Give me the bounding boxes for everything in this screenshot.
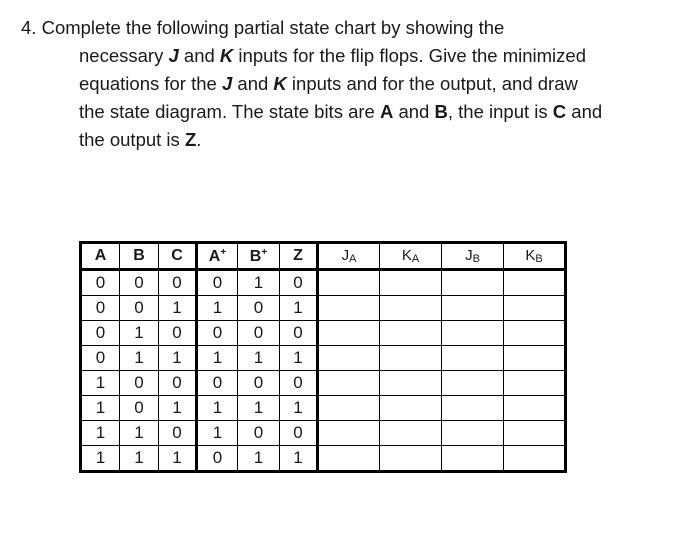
problem-line-4	[79, 98, 661, 126]
cell-b: 1	[120, 346, 159, 371]
problem-line-3	[79, 70, 661, 98]
problem-statement	[21, 14, 661, 154]
variable-b: B	[434, 101, 448, 122]
cell-z: 1	[280, 446, 318, 472]
cell-z: 1	[280, 396, 318, 421]
table-body	[81, 270, 566, 472]
cell-a: 1	[81, 421, 120, 446]
cell-b-next: 0	[238, 321, 280, 346]
table-row	[81, 296, 566, 321]
header-jb	[442, 243, 504, 270]
problem-text: Complete the following partial state chart by showing the	[41, 17, 505, 38]
cell-ja[interactable]	[318, 446, 380, 472]
table-row	[81, 270, 566, 296]
cell-b: 1	[120, 321, 159, 346]
cell-c: 0	[159, 421, 197, 446]
cell-kb[interactable]	[504, 321, 566, 346]
header-ja-sub: A	[349, 253, 357, 265]
cell-kb[interactable]	[504, 296, 566, 321]
cell-kb[interactable]	[504, 446, 566, 472]
header-b: B	[120, 243, 159, 270]
cell-ja[interactable]	[318, 296, 380, 321]
header-z: Z	[280, 243, 318, 270]
cell-jb[interactable]	[442, 270, 504, 296]
cell-jb[interactable]	[442, 296, 504, 321]
header-ja	[318, 243, 380, 270]
table-row	[81, 371, 566, 396]
variable-j: J	[168, 45, 179, 66]
cell-kb[interactable]	[504, 346, 566, 371]
cell-a-next: 0	[197, 270, 238, 296]
cell-b: 0	[120, 270, 159, 296]
problem-text: and	[566, 101, 603, 122]
cell-c: 0	[159, 321, 197, 346]
cell-c: 1	[159, 396, 197, 421]
problem-line-5	[79, 126, 661, 154]
cell-jb[interactable]	[442, 321, 504, 346]
cell-z: 0	[280, 421, 318, 446]
cell-c: 0	[159, 270, 197, 296]
problem-line-1	[21, 14, 661, 42]
table-row	[81, 421, 566, 446]
cell-a: 1	[81, 371, 120, 396]
problem-text: and	[393, 101, 435, 122]
variable-k: K	[219, 45, 234, 66]
cell-a: 0	[81, 346, 120, 371]
cell-c: 1	[159, 346, 197, 371]
cell-b-next: 0	[238, 296, 280, 321]
problem-text: the output is	[79, 129, 185, 150]
cell-a-next: 1	[197, 296, 238, 321]
header-ka-label: K	[401, 247, 412, 264]
cell-a-next: 1	[197, 396, 238, 421]
problem-text: and	[178, 45, 220, 66]
cell-ka[interactable]	[380, 421, 442, 446]
header-ka-sub: A	[411, 253, 420, 265]
cell-ja[interactable]	[318, 421, 380, 446]
cell-b: 0	[120, 296, 159, 321]
variable-j: J	[221, 73, 233, 94]
cell-jb[interactable]	[442, 446, 504, 472]
cell-b: 1	[120, 446, 159, 472]
problem-text: equations for the	[79, 73, 222, 94]
problem-text: .	[196, 129, 202, 150]
cell-a-next: 0	[197, 321, 238, 346]
header-ka	[380, 243, 442, 270]
problem-text: the state diagram. The state bits are	[79, 101, 380, 122]
cell-a: 0	[81, 321, 120, 346]
cell-z: 1	[280, 296, 318, 321]
cell-jb[interactable]	[442, 346, 504, 371]
header-a-next	[197, 243, 238, 270]
problem-text: , the input is	[447, 101, 553, 122]
cell-b-next: 1	[238, 270, 280, 296]
header-a-next-label: A	[208, 247, 221, 265]
cell-b: 1	[120, 421, 159, 446]
variable-a: A	[379, 101, 394, 122]
cell-c: 1	[159, 446, 197, 472]
header-kb	[504, 243, 566, 270]
header-kb-label: K	[525, 247, 536, 264]
header-jb-label: J	[465, 247, 473, 264]
cell-a: 1	[81, 396, 120, 421]
problem-text: necessary	[79, 45, 169, 66]
cell-ka[interactable]	[380, 396, 442, 421]
cell-ja[interactable]	[318, 371, 380, 396]
cell-b-next: 1	[238, 446, 280, 472]
cell-a: 0	[81, 296, 120, 321]
cell-ja[interactable]	[318, 270, 380, 296]
cell-jb[interactable]	[442, 421, 504, 446]
problem-text: inputs for the flip flops. Give the minimized	[233, 45, 586, 66]
cell-ja[interactable]	[318, 321, 380, 346]
cell-b-next: 1	[238, 346, 280, 371]
header-b-next-sup: +	[261, 246, 268, 258]
cell-b: 0	[120, 371, 159, 396]
cell-c: 1	[159, 296, 197, 321]
cell-b: 0	[120, 396, 159, 421]
cell-b-next: 1	[238, 396, 280, 421]
header-c: C	[159, 243, 197, 270]
cell-kb[interactable]	[504, 421, 566, 446]
cell-a-next: 0	[197, 446, 238, 472]
header-a: A	[81, 243, 120, 270]
problem-body	[21, 42, 661, 154]
cell-kb[interactable]	[504, 396, 566, 421]
problem-line-2	[79, 42, 661, 70]
header-b-next	[238, 243, 280, 270]
table-row	[81, 446, 566, 472]
cell-ka[interactable]	[380, 321, 442, 346]
cell-z: 1	[280, 346, 318, 371]
problem-text: inputs and for the output, and draw	[286, 73, 578, 94]
state-chart-table	[79, 241, 567, 473]
header-kb-sub: B	[535, 253, 543, 265]
cell-a-next: 1	[197, 421, 238, 446]
cell-kb[interactable]	[504, 371, 566, 396]
table-row	[81, 396, 566, 421]
cell-jb[interactable]	[442, 371, 504, 396]
cell-ka[interactable]	[380, 270, 442, 296]
cell-ka[interactable]	[380, 446, 442, 472]
cell-ka[interactable]	[380, 371, 442, 396]
cell-ka[interactable]	[380, 296, 442, 321]
cell-b-next: 0	[238, 421, 280, 446]
cell-a-next: 0	[197, 371, 238, 396]
cell-kb[interactable]	[504, 270, 566, 296]
cell-ka[interactable]	[380, 346, 442, 371]
header-a-next-sup: +	[220, 246, 227, 258]
variable-z: Z	[184, 129, 197, 150]
cell-ja[interactable]	[318, 346, 380, 371]
cell-z: 0	[280, 371, 318, 396]
header-jb-sub: B	[472, 253, 480, 265]
cell-a-next: 1	[197, 346, 238, 371]
cell-z: 0	[280, 270, 318, 296]
variable-k: K	[273, 73, 287, 94]
header-ja-label: J	[341, 247, 350, 264]
header-b-next-label: B	[249, 247, 262, 265]
table-row	[81, 346, 566, 371]
table-header-row	[81, 243, 566, 270]
problem-number: 4.	[21, 17, 37, 38]
table-row	[81, 321, 566, 346]
cell-ja[interactable]	[318, 396, 380, 421]
cell-jb[interactable]	[442, 396, 504, 421]
variable-c: C	[552, 101, 567, 122]
cell-c: 0	[159, 371, 197, 396]
cell-z: 0	[280, 321, 318, 346]
cell-b-next: 0	[238, 371, 280, 396]
cell-a: 0	[81, 270, 120, 296]
problem-text: and	[232, 73, 274, 94]
cell-a: 1	[81, 446, 120, 472]
